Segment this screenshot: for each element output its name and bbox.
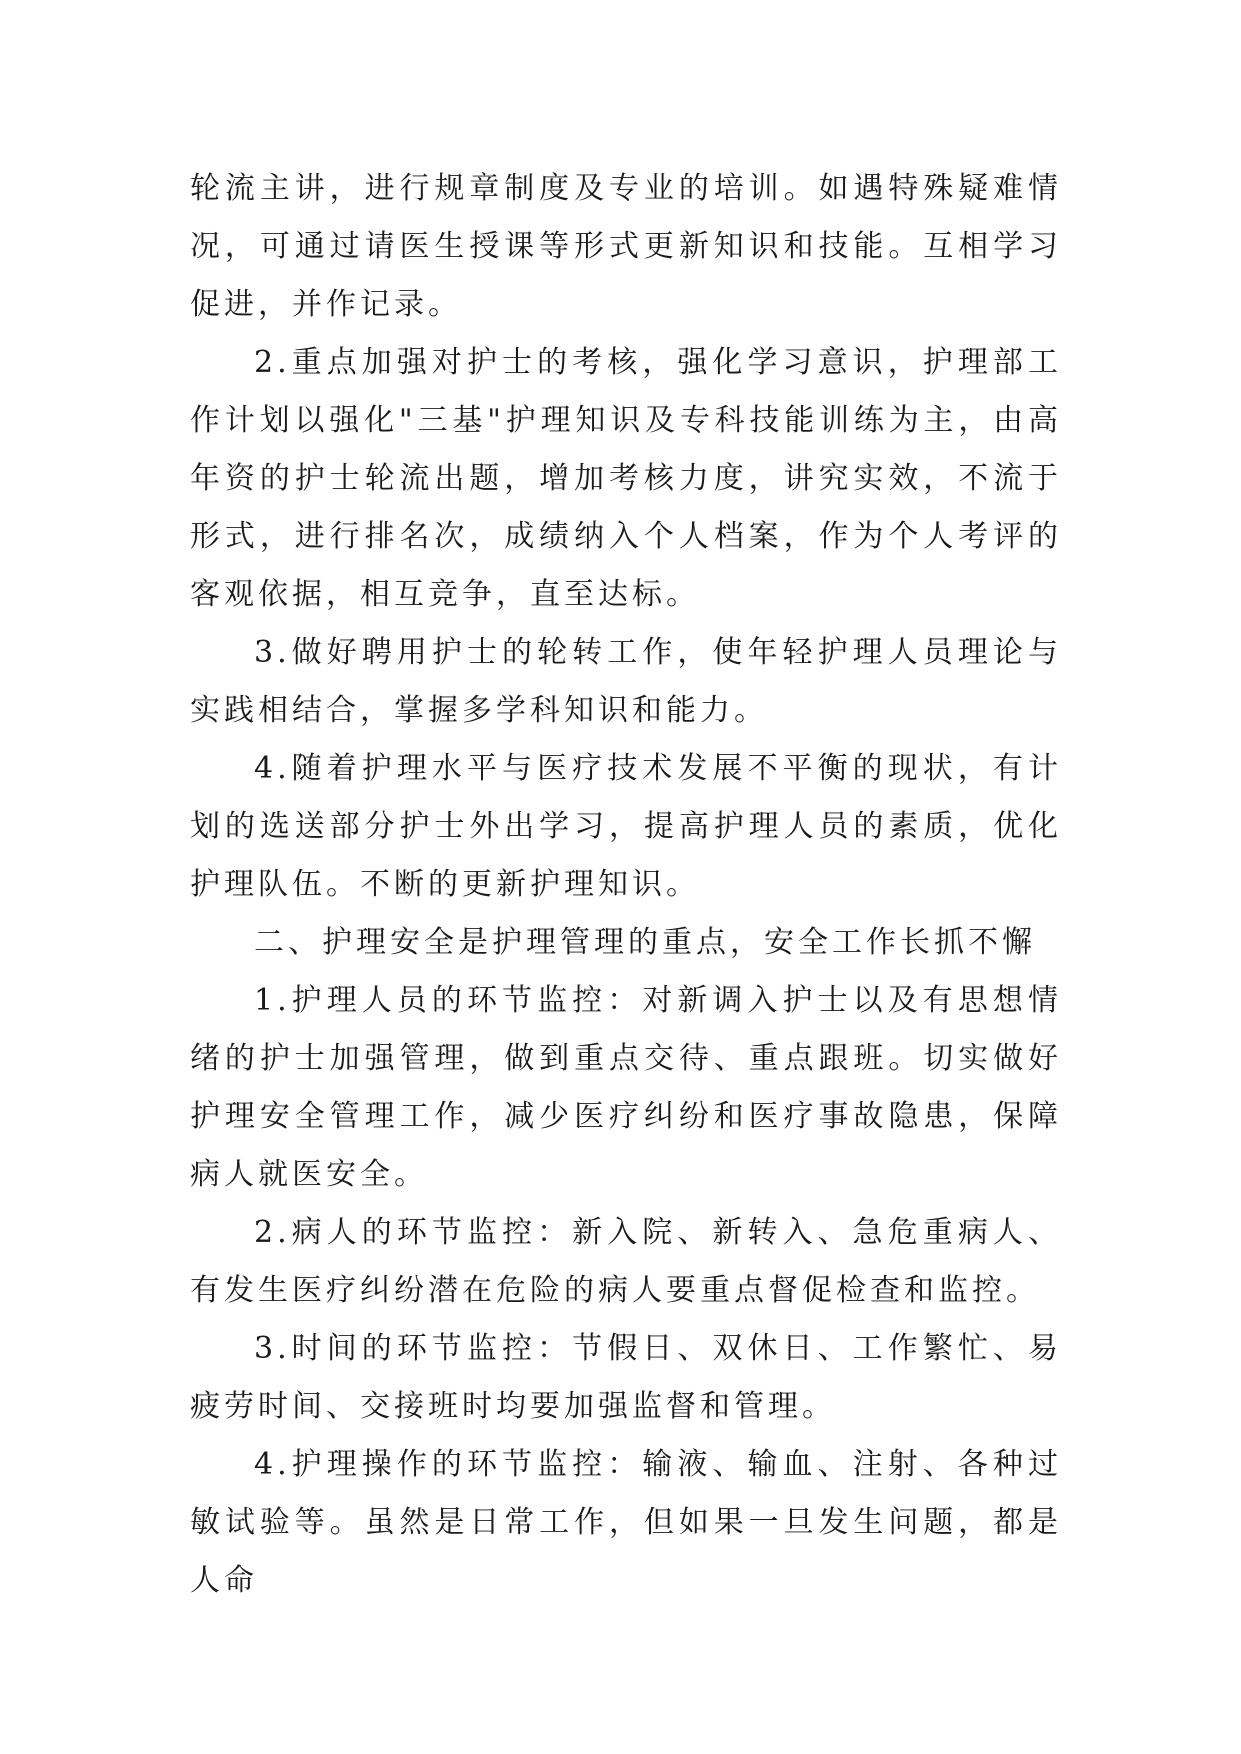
paragraph-item-4-external-study: 4.随着护理水平与医疗技术发展不平衡的现状，有计划的选送部分护士外出学习，提高护理人员的素质，优化护理队伍。不断的更新护理知识。 bbox=[190, 751, 1062, 902]
paragraph-safety-item-2-patients: 2.病人的环节监控：新入院、新转入、急危重病人、有发生医疗纠纷潜在危险的病人要重点督促检查和监控。 bbox=[190, 1215, 1062, 1308]
paragraph-safety-item-3-time: 3.时间的环节监控：节假日、双休日、工作繁忙、易疲劳时间、交接班时均要加强监督和管理。 bbox=[190, 1331, 1062, 1424]
paragraph-safety-item-1-staff: 1.护理人员的环节监控：对新调入护士以及有思想情绪的护士加强管理，做到重点交待、重点跟班。切实做好护理安全管理工作，减少医疗纠纷和医疗事故隐患，保障病人就医安全。 bbox=[190, 983, 1062, 1192]
paragraph-item-2-assessment: 2.重点加强对护士的考核，强化学习意识，护理部工作计划以强化"三基"护理知识及专科技能训练为主，由高年资的护士轮流出题，增加考核力度，讲究实效，不流于形式，进行排名次，成绩纳入个人档案，作为个人考评的客观依据，相互竞争，直至达标。 bbox=[190, 345, 1062, 612]
section-heading-safety: 二、护理安全是护理管理的重点，安全工作长抓不懈 bbox=[254, 925, 1036, 960]
paragraph-training-continuation: 轮流主讲，进行规章制度及专业的培训。如遇特殊疑难情况，可通过请医生授课等形式更新知识和技能。互相学习促进，并作记录。 bbox=[190, 171, 1062, 322]
paragraph-item-3-rotation: 3.做好聘用护士的轮转工作，使年轻护理人员理论与实践相结合，掌握多学科知识和能力。 bbox=[190, 635, 1062, 728]
document-body bbox=[190, 160, 1062, 1610]
paragraph-safety-item-4-operations: 4.护理操作的环节监控：输液、输血、注射、各种过敏试验等。虽然是日常工作，但如果一旦发生问题，都是人命 bbox=[190, 1447, 1062, 1598]
